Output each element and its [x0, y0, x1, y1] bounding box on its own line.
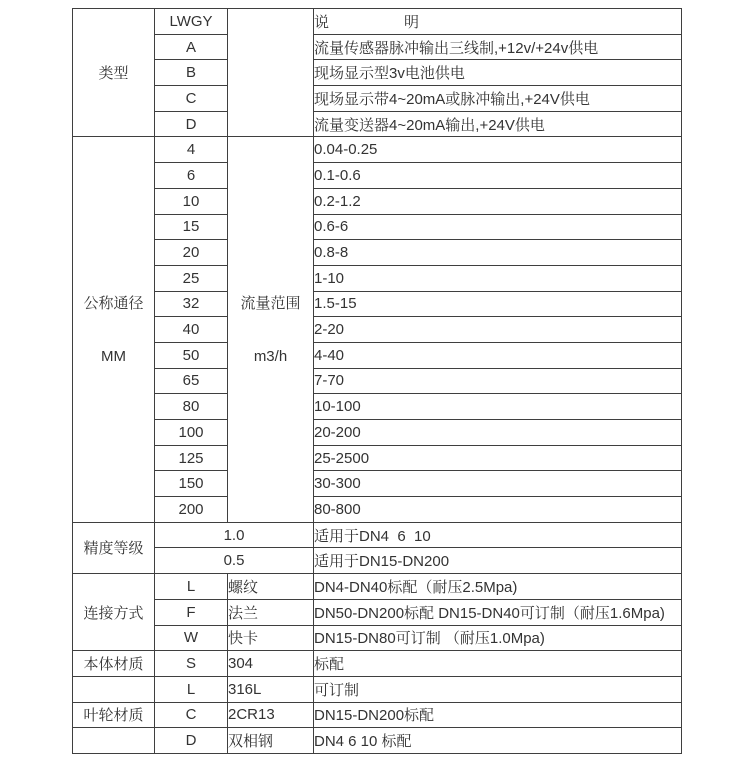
name-cell: 快卡 [228, 625, 314, 651]
desc-cell: DN4 6 10 标配 [314, 728, 682, 754]
table-row [73, 676, 682, 702]
dn-cell: 100 [155, 420, 228, 446]
grade-cell: 1.0 [155, 522, 314, 548]
table-row [73, 394, 682, 420]
code-cell: W [155, 625, 228, 651]
material-section-label: 本体材质 [73, 651, 155, 677]
desc-cell: 适用于DN4 6 10 [314, 522, 682, 548]
range-cell: 1-10 [314, 265, 682, 291]
dn-cell: 200 [155, 497, 228, 523]
desc-header-cell: 说 明 [314, 9, 682, 35]
code-cell: L [155, 676, 228, 702]
dn-cell: 150 [155, 471, 228, 497]
dn-cell: 40 [155, 317, 228, 343]
range-cell: 0.1-0.6 [314, 163, 682, 189]
table-row [73, 728, 682, 754]
range-cell: 7-70 [314, 368, 682, 394]
range-cell: 2-20 [314, 317, 682, 343]
table-row [73, 599, 682, 625]
desc-cell: 现场显示带4~20mA或脉冲输出,+24V供电 [314, 86, 682, 112]
table-row [73, 137, 682, 163]
range-cell: 1.5-15 [314, 291, 682, 317]
desc-cell: DN15-DN80可订制 （耐压1.0Mpa) [314, 625, 682, 651]
range-cell: 30-300 [314, 471, 682, 497]
dn-cell: 4 [155, 137, 228, 163]
dn-cell: 50 [155, 342, 228, 368]
code-cell: F [155, 599, 228, 625]
table-row [73, 111, 682, 137]
accuracy-section-label: 精度等级 [73, 522, 155, 573]
table-row [73, 625, 682, 651]
table-row [73, 368, 682, 394]
table-row [73, 317, 682, 343]
code-cell: A [155, 34, 228, 60]
dn-cell: 10 [155, 188, 228, 214]
range-cell: 25-2500 [314, 445, 682, 471]
table-row [73, 9, 682, 35]
desc-cell: 现场显示型3v电池供电 [314, 60, 682, 86]
table-row [73, 420, 682, 446]
dn-cell: 20 [155, 240, 228, 266]
table-row [73, 291, 682, 317]
diameter-label-line2: MM [101, 347, 126, 365]
dn-cell: 32 [155, 291, 228, 317]
table-row [73, 34, 682, 60]
grade-cell: 0.5 [155, 548, 314, 574]
code-cell: L [155, 574, 228, 600]
desc-cell: 流量传感器脉冲输出三线制,+12v/+24v供电 [314, 34, 682, 60]
dn-cell: 80 [155, 394, 228, 420]
diameter-label-line1: 公称通径 [83, 294, 144, 312]
code-cell: B [155, 60, 228, 86]
dn-cell: 6 [155, 163, 228, 189]
code-cell: S [155, 651, 228, 677]
range-cell: 0.6-6 [314, 214, 682, 240]
name-cell: 316L [228, 676, 314, 702]
diameter-section-label [73, 137, 155, 522]
table-row [73, 188, 682, 214]
type-section-spacer-cell [228, 9, 314, 137]
material-section-label: 叶轮材质 [73, 702, 155, 728]
table-row [73, 163, 682, 189]
table-row [73, 265, 682, 291]
range-cell: 0.04-0.25 [314, 137, 682, 163]
name-cell: 螺纹 [228, 574, 314, 600]
table-row [73, 702, 682, 728]
dn-cell: 65 [155, 368, 228, 394]
table-row [73, 60, 682, 86]
range-cell: 4-40 [314, 342, 682, 368]
table-row [73, 651, 682, 677]
desc-cell: 流量变送器4~20mA输出,+24V供电 [314, 111, 682, 137]
name-cell: 304 [228, 651, 314, 677]
flow-label-line2: m3/h [253, 347, 288, 365]
type-section-label: 类型 [73, 9, 155, 137]
spec-table-container [72, 8, 682, 754]
table-row [73, 342, 682, 368]
table-row [73, 574, 682, 600]
name-cell: 双相钢 [228, 728, 314, 754]
dn-cell: 25 [155, 265, 228, 291]
flow-range-label [228, 137, 314, 522]
range-cell: 0.2-1.2 [314, 188, 682, 214]
spec-table [72, 8, 682, 754]
table-row [73, 522, 682, 548]
desc-cell: DN50-DN200标配 DN15-DN40可订制（耐压1.6Mpa) [314, 599, 682, 625]
desc-cell: 可订制 [314, 676, 682, 702]
material-section-label [73, 676, 155, 702]
code-cell: D [155, 728, 228, 754]
dn-cell: 15 [155, 214, 228, 240]
table-row [73, 86, 682, 112]
range-cell: 20-200 [314, 420, 682, 446]
code-cell: C [155, 86, 228, 112]
range-cell: 0.8-8 [314, 240, 682, 266]
range-cell: 80-800 [314, 497, 682, 523]
code-cell: C [155, 702, 228, 728]
material-section-label [73, 728, 155, 754]
code-cell: D [155, 111, 228, 137]
table-row [73, 240, 682, 266]
range-cell: 10-100 [314, 394, 682, 420]
table-row [73, 471, 682, 497]
name-cell: 法兰 [228, 599, 314, 625]
dn-cell: 125 [155, 445, 228, 471]
table-row [73, 214, 682, 240]
name-cell: 2CR13 [228, 702, 314, 728]
table-row [73, 497, 682, 523]
table-row [73, 445, 682, 471]
desc-cell: DN15-DN200标配 [314, 702, 682, 728]
desc-cell: DN4-DN40标配（耐压2.5Mpa) [314, 574, 682, 600]
connection-section-label: 连接方式 [73, 574, 155, 651]
flow-label-line1: 流量范围 [240, 294, 301, 312]
desc-cell: 适用于DN15-DN200 [314, 548, 682, 574]
code-header-cell: LWGY [155, 9, 228, 35]
desc-cell: 标配 [314, 651, 682, 677]
table-row [73, 548, 682, 574]
